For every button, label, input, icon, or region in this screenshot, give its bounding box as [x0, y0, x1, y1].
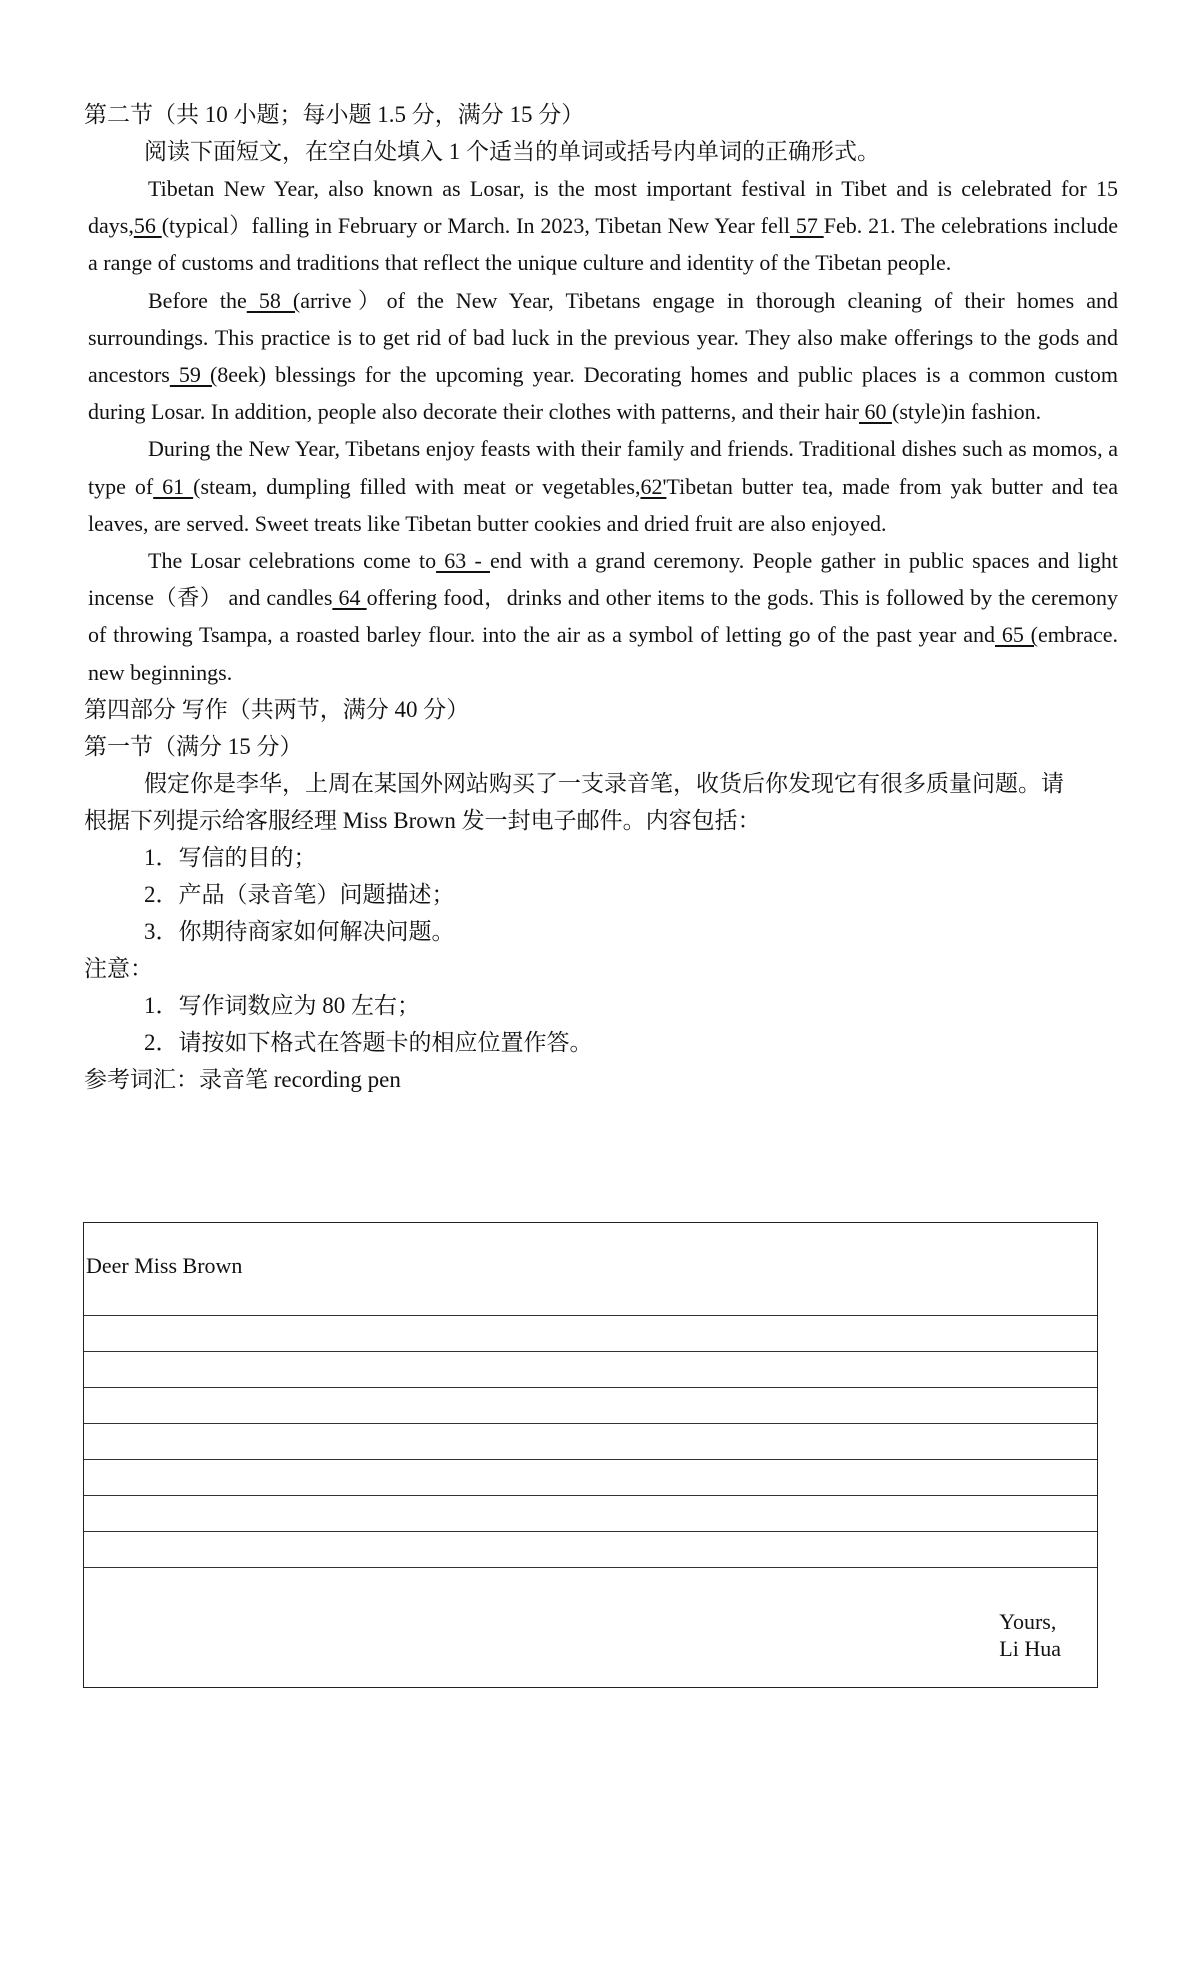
- section2-heading: 第二节（共 10 小题；每小题 1.5 分，满分 15 分）: [84, 102, 585, 127]
- passage-text: 8eek) blessings for the upcoming year. Decorating homes and public places is a common custom during Losar. In addition, people also decorate their clothes with patterns, and their hair: [88, 362, 1118, 425]
- blank-61: 61: [153, 473, 194, 499]
- letter-signature: Li Hua: [999, 1636, 1061, 1661]
- blank-65: 65 (: [995, 622, 1038, 648]
- passage-paragraph-4: [88, 542, 1118, 691]
- passage-text: During the New Year, Tibetans enjoy feasts with their family and friends. Traditional dishes such as momos, a type of: [88, 436, 1118, 499]
- blank-62: 62': [640, 473, 667, 499]
- writing-line: [84, 1495, 1097, 1496]
- note-label: 注意：: [84, 955, 153, 981]
- passage-paragraph-1: [88, 170, 1118, 282]
- passage-text: Feb. 21. The celebrations include a range of customs and traditions that reflect the unique culture and identity of the Tibetan people.: [88, 213, 1119, 276]
- writing-line: [84, 1315, 1097, 1316]
- part4-heading: 第四部分 写作（共两节，满分 40 分）: [84, 696, 470, 722]
- passage-text: (typical）falling in February or March. In 2023, Tibetan New Year fell: [161, 213, 790, 239]
- reference-vocab: 参考词汇：录音笔 recording pen: [84, 1066, 401, 1092]
- blank-58: 58 (: [246, 287, 301, 313]
- writing-line: [84, 1387, 1097, 1388]
- cloze-passage: [88, 170, 1118, 691]
- blank-64: 64: [332, 585, 367, 611]
- writing-line: [84, 1567, 1097, 1568]
- writing-prompt-line-2: 根据下列提示给客服经理 Miss Brown 发一封电子邮件。内容包括：: [84, 807, 761, 833]
- passage-text: Tibetan New Year, also known as Losar, is the most important festival in Tibet and is celebrated for 15 days,: [88, 176, 1118, 239]
- writing-line: [84, 1531, 1097, 1532]
- passage-text: (style)in fashion.: [892, 399, 1042, 425]
- writing-line: [84, 1423, 1097, 1424]
- passage-text: (steam, dumpling filled with meat or vegetables,: [193, 473, 641, 499]
- passage-paragraph-3: [88, 430, 1118, 542]
- passage-text: end with a grand ceremony. People gather in public spaces and light incense（香） and candles: [88, 548, 1118, 611]
- passage-text: offering food，drinks and other items to the gods. This is followed by the ceremony of throwing Tsampa, a roasted barley flour. into the air as a symbol of letting go of the past year and: [88, 585, 1119, 648]
- passage-paragraph-2: [88, 282, 1118, 431]
- requirement-item: 3．你期待商家如何解决问题。: [144, 918, 455, 944]
- blank-63: 63 -: [436, 548, 490, 574]
- writing-line: [84, 1459, 1097, 1460]
- letter-closing: Yours,: [999, 1609, 1057, 1634]
- exam-page: [84, 96, 1118, 1098]
- blank-57: 57: [789, 213, 824, 239]
- requirement-item: 2．产品（录音笔）问题描述；: [144, 881, 455, 907]
- passage-text: The Losar celebrations come to: [148, 548, 437, 574]
- passage-text: arrive）of the New Year, Tibetans engage in thorough cleaning of their homes and surroundings. This practice is to get rid of bad luck in the previous year. They also make offerings to the gods and ancestors: [88, 287, 1118, 388]
- passage-text: Before the: [148, 287, 247, 313]
- note-item: 2．请按如下格式在答题卡的相应位置作答。: [144, 1029, 593, 1055]
- section2-instruction: 阅读下面短文，在空白处填入 1 个适当的单词或括号内单词的正确形式。: [144, 139, 880, 164]
- writing-line: [84, 1351, 1097, 1352]
- requirement-item: 1．写信的目的；: [144, 844, 317, 870]
- letter-greeting: Deer Miss Brown: [86, 1253, 243, 1278]
- writing-prompt-line-1: 假定你是李华，上周在某国外网站购买了一支录音笔，收货后你发现它有很多质量问题。请: [144, 770, 1064, 796]
- letter-signoff: [999, 1608, 1061, 1662]
- passage-text: Tibetan butter tea, made from yak butter and tea leaves, are served. Sweet treats like Tibetan butter cookies and dried fruit are also enjoyed.: [88, 473, 1118, 536]
- letter-answer-box: [83, 1222, 1098, 1688]
- note-item: 1．写作词数应为 80 左右；: [144, 992, 420, 1018]
- blank-59: 59 (: [169, 362, 218, 388]
- blank-56: 56: [133, 213, 162, 239]
- passage-text: embrace. new beginnings.: [88, 622, 1118, 685]
- blank-60: 60: [859, 399, 892, 425]
- part4-section1-heading: 第一节（满分 15 分）: [84, 733, 303, 759]
